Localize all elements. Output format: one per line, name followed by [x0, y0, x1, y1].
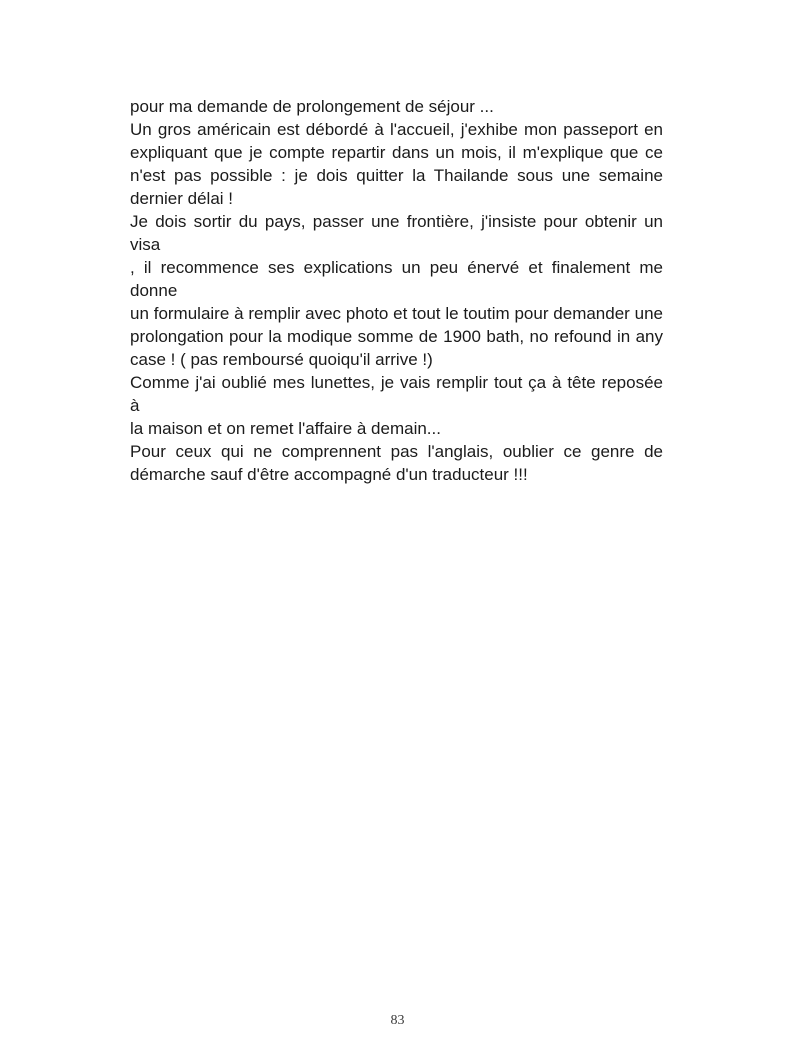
paragraph: [130, 95, 663, 118]
text-line: pour ma demande de prolongement de séjour ...: [130, 97, 494, 116]
text-line: prolongation pour la modique somme de 1900 bath, no refound in any: [130, 327, 663, 346]
text-line: Un gros américain est débordé à l'accueil, j'exhibe mon passeport en: [130, 120, 663, 139]
text-line: expliquant que je compte repartir dans un mois, il m'explique que ce: [130, 143, 663, 162]
text-line: , il recommence ses explications un peu énervé et finalement me donne: [130, 258, 663, 300]
paragraph: [130, 210, 663, 371]
text-line: Comme j'ai oublié mes lunettes, je vais remplir tout ça à tête reposée à: [130, 373, 663, 415]
text-line: un formulaire à remplir avec photo et tout le toutim pour demander une: [130, 304, 663, 323]
text-line: dernier délai !: [130, 189, 234, 208]
paragraph: [130, 440, 663, 486]
paragraph: [130, 371, 663, 440]
text-line: Je dois sortir du pays, passer une frontière, j'insiste pour obtenir un visa: [130, 212, 663, 254]
page-number: 83: [390, 1013, 405, 1028]
paragraph: [130, 118, 663, 210]
text-line: n'est pas possible : je dois quitter la Thailande sous une semaine: [130, 166, 663, 185]
text-line: démarche sauf d'être accompagné d'un traducteur !!!: [130, 465, 528, 484]
text-line: la maison et on remet l'affaire à demain...: [130, 419, 441, 438]
text-line: Pour ceux qui ne comprennent pas l'anglais, oublier ce genre de: [130, 442, 663, 461]
text-block: [130, 95, 663, 486]
text-line: case ! ( pas remboursé quoiqu'il arrive !): [130, 350, 433, 369]
